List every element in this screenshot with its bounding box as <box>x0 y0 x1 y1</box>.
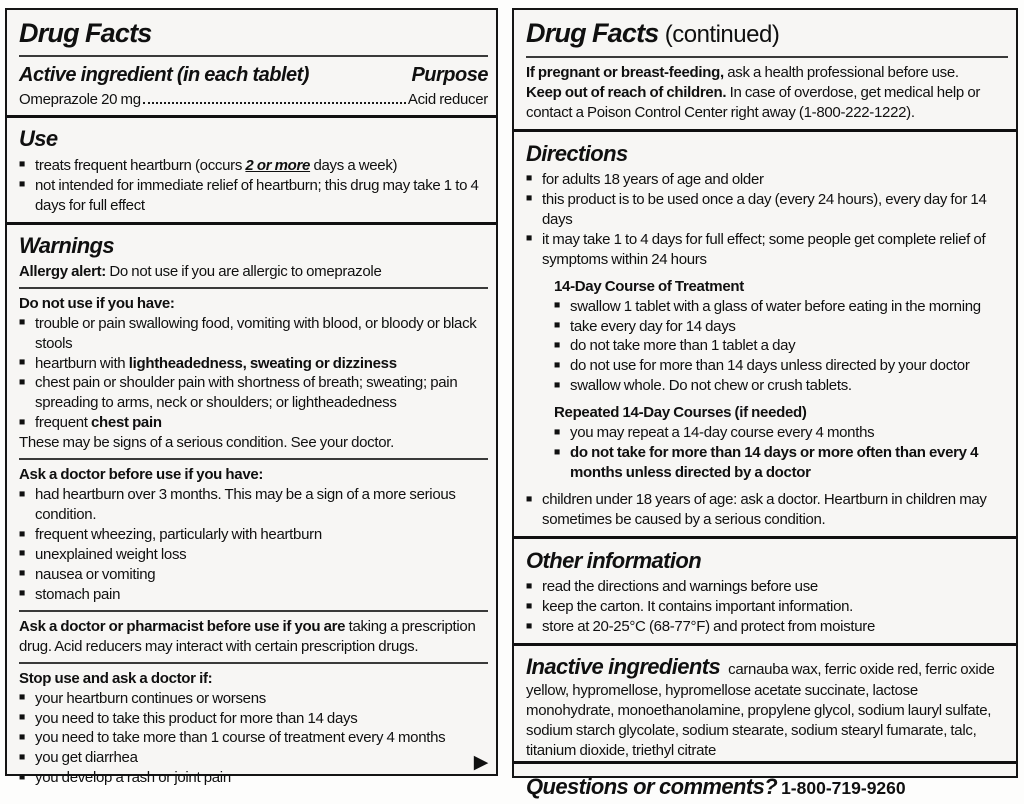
bullet-square-icon: ■ <box>526 599 533 612</box>
ask-doctor-bullet-list <box>19 485 488 605</box>
course-of-treatment-subsection <box>554 277 1008 397</box>
bullet-square-icon: ■ <box>19 158 26 171</box>
bullet-item <box>554 317 1008 337</box>
text-segment: If pregnant or breast-feeding, <box>526 63 724 81</box>
text-segment: taking a prescription drug. Acid reducers may interact with certain prescription drugs. <box>19 617 476 655</box>
text-segment: days a week) <box>310 156 398 174</box>
title-divider <box>526 56 1008 58</box>
bullet-square-icon: ■ <box>526 492 533 505</box>
section-divider <box>514 643 1016 646</box>
drug-facts-title: Drug Facts <box>19 18 152 48</box>
bullet-item <box>19 485 488 525</box>
text-segment: Stop use and ask a doctor if: <box>19 669 213 687</box>
text-segment: do not use for more than 14 days unless directed by your doctor <box>570 357 970 375</box>
bullet-square-icon: ■ <box>19 375 26 388</box>
text-segment: do not take for more than 14 days or more often than every 4 months unless directed by a doctor <box>570 444 979 482</box>
text-segment: Keep out of reach of children. <box>526 83 727 101</box>
purpose-value: Acid reducer <box>407 90 488 108</box>
ask-doctor-lead <box>19 465 488 485</box>
bullet-square-icon: ■ <box>19 356 26 368</box>
children-bullet-list <box>526 490 1008 530</box>
bullet-square-icon: ■ <box>526 172 533 185</box>
ask-pharmacist-paragraph <box>19 617 488 657</box>
text-segment: read the directions and warnings before use <box>542 578 818 596</box>
text-segment: you develop a rash or joint pain <box>35 769 231 787</box>
active-ingredient-row <box>19 90 488 110</box>
text-segment: had heartburn over 3 months. This may be a sign of a more serious condition. <box>35 486 456 524</box>
bullet-item <box>554 297 1008 317</box>
use-heading: Use <box>19 126 58 152</box>
bullet-item <box>19 373 488 413</box>
bullet-square-icon: ■ <box>19 487 26 500</box>
text-segment: frequent wheezing, particularly with heartburn <box>35 526 322 543</box>
bullet-item <box>19 728 488 748</box>
text-segment: take every day for 14 days <box>570 317 736 335</box>
keep-out-of-reach-warning <box>526 83 1008 123</box>
active-ingredient-header-row <box>19 62 488 89</box>
continued-arrow-icon: ▶ <box>473 752 488 773</box>
text-segment: your heartburn continues or worsens <box>35 689 266 707</box>
text-segment: chest pain <box>91 414 162 432</box>
text-segment: swallow 1 tablet with a glass of water before eating in the morning <box>570 297 981 315</box>
subsection-divider <box>19 610 488 612</box>
section-divider <box>7 222 496 225</box>
title-divider <box>19 55 488 57</box>
questions-heading: Questions or comments? <box>526 773 778 799</box>
bullet-item <box>526 170 1008 190</box>
bullet-item <box>554 423 1008 443</box>
bullet-item <box>554 376 1008 396</box>
dotted-leader <box>143 102 406 104</box>
bullet-square-icon: ■ <box>19 547 26 560</box>
course-bullet-list <box>554 297 1008 397</box>
text-segment: swallow whole. Do not chew or crush tablets. <box>570 377 852 395</box>
text-segment: treats frequent heartburn (occurs <box>35 156 246 174</box>
pregnancy-warning <box>526 63 1008 83</box>
allergy-alert <box>19 262 488 282</box>
questions-phone-number: 1-800-719-9260 <box>781 777 906 798</box>
bullet-square-icon: ■ <box>554 445 561 458</box>
text-segment: you may repeat a 14-day course every 4 months <box>570 424 875 442</box>
bullet-item <box>526 230 1008 270</box>
bullet-square-icon: ■ <box>526 579 533 592</box>
directions-heading: Directions <box>526 140 628 166</box>
bullet-item <box>526 190 1008 230</box>
bullet-item <box>526 597 1008 617</box>
bullet-item <box>19 156 488 176</box>
text-segment: do not take more than 1 tablet a day <box>570 337 796 355</box>
bullet-item <box>554 443 1008 483</box>
text-segment: Ask a doctor before use if you have: <box>19 466 264 484</box>
text-segment: lightheadedness, sweating or dizziness <box>128 354 397 372</box>
do-not-use-lead <box>19 294 488 314</box>
drug-facts-title-text: Drug Facts <box>526 18 659 48</box>
bullet-item <box>526 617 1008 637</box>
text-segment: Allergy alert: <box>19 262 106 280</box>
bullet-square-icon: ■ <box>19 316 26 329</box>
text-segment: heartburn with <box>35 354 129 372</box>
questions-row <box>526 770 1008 804</box>
text-segment: In case of overdose, get medical help or contact a Poison Control Center right away (1-800-222-1222). <box>526 83 981 121</box>
purpose-heading: Purpose <box>411 63 488 86</box>
text-segment: stomach pain <box>35 585 121 603</box>
bullet-square-icon: ■ <box>526 619 533 632</box>
section-divider <box>514 536 1016 539</box>
inactive-ingredients-paragraph <box>526 652 1008 761</box>
text-segment: store at 20-25°C (68-77°F) and protect from moisture <box>542 618 876 636</box>
bullet-square-icon: ■ <box>554 319 561 332</box>
bullet-square-icon: ■ <box>19 750 26 763</box>
active-ingredient-heading: Active ingredient (in each tablet) <box>19 63 309 86</box>
bullet-square-icon: ■ <box>19 730 26 743</box>
text-segment: nausea or vomiting <box>35 565 156 583</box>
bullet-square-icon: ■ <box>554 299 561 312</box>
section-divider <box>514 129 1016 132</box>
bullet-item <box>19 748 488 768</box>
text-segment: you need to take more than 1 course of treatment every 4 months <box>35 729 446 747</box>
bullet-square-icon: ■ <box>526 232 533 245</box>
bullet-item <box>526 490 1008 530</box>
course-heading: 14-Day Course of Treatment <box>554 277 744 295</box>
bullet-item <box>19 585 488 605</box>
drug-facts-continued-title <box>526 16 1008 52</box>
bullet-item <box>19 413 488 433</box>
text-segment: ask a health professional before use. <box>723 63 959 81</box>
repeated-courses-subsection <box>554 403 1008 483</box>
subsection-divider <box>19 458 488 460</box>
text-segment: for adults 18 years of age and older <box>542 170 764 188</box>
stop-use-lead <box>19 669 488 689</box>
text-segment: Do not use if you are allergic to omeprazole <box>106 262 382 280</box>
text-segment: chest pain or shoulder pain with shortness of breath; sweating; pain spreading to arms, neck or shoulders; or lightheadedness <box>35 374 458 412</box>
bullet-square-icon: ■ <box>19 415 26 428</box>
bullet-square-icon: ■ <box>526 192 533 205</box>
bullet-square-icon: ■ <box>19 527 26 540</box>
repeated-heading: Repeated 14-Day Courses (if needed) <box>554 404 807 422</box>
text-segment: it may take 1 to 4 days for full effect; some people get complete relief of symptoms within 24 hours <box>542 230 986 268</box>
warnings-heading: Warnings <box>19 232 115 258</box>
text-segment: trouble or pain swallowing food, vomiting with blood, or bloody or black stools <box>35 314 477 352</box>
bullet-square-icon: ■ <box>554 358 561 371</box>
drug-facts-panel-left <box>5 8 498 787</box>
continued-label: (continued) <box>664 21 780 48</box>
drug-facts-panel-right <box>512 8 1018 799</box>
bullet-square-icon: ■ <box>19 587 26 600</box>
directions-bullet-list <box>526 170 1008 270</box>
text-segment: frequent <box>35 414 92 432</box>
bullet-square-icon: ■ <box>19 691 26 704</box>
other-information-heading: Other information <box>526 547 702 573</box>
bullet-item <box>19 176 488 216</box>
section-divider <box>514 761 1016 764</box>
bullet-item <box>19 768 488 788</box>
ingredient-name: Omeprazole 20 mg <box>19 90 141 108</box>
subsection-divider <box>19 287 488 289</box>
text-segment: 2 or more <box>245 156 311 174</box>
bullet-square-icon: ■ <box>19 770 26 783</box>
text-segment: this product is to be used once a day (every 24 hours), every day for 14 days <box>542 190 987 228</box>
bullet-item <box>19 545 488 565</box>
bullet-square-icon: ■ <box>554 425 561 438</box>
bullet-item <box>554 336 1008 356</box>
bullet-item <box>19 354 488 374</box>
text-segment: children under 18 years of age: ask a doctor. Heartburn in children may sometimes be caused by a serious condition. <box>542 491 987 528</box>
bullet-item <box>19 689 488 709</box>
text-segment: Ask a doctor or pharmacist before use if you are <box>19 617 346 635</box>
bullet-item <box>19 709 488 729</box>
inactive-ingredients-text: carnauba wax, ferric oxide red, ferric oxide yellow, hypromellose, hypromellose acetate succinate, lactose monohydrate, monoethanolamine, propylene glycol, sodium lauryl sulfate, sodium starch glycolate, sodium stearate, sodium stearyl fumarate, talc, titanium dioxide, triethyl citrate <box>526 660 995 760</box>
bullet-item <box>526 577 1008 597</box>
text-segment: unexplained weight loss <box>35 545 187 563</box>
inactive-ingredients-heading: Inactive ingredients <box>526 653 721 679</box>
bullet-item <box>19 314 488 354</box>
bullet-square-icon: ■ <box>554 378 561 391</box>
do-not-use-footer: These may be signs of a serious condition. See your doctor. <box>19 434 395 452</box>
use-bullet-list <box>19 156 488 216</box>
bullet-item <box>19 565 488 585</box>
bullet-square-icon: ■ <box>19 178 26 191</box>
repeated-bullet-list <box>554 423 1008 483</box>
other-information-bullet-list <box>526 577 1008 637</box>
text-segment: keep the carton. It contains important information. <box>542 598 854 616</box>
bullet-item <box>554 356 1008 376</box>
bullet-square-icon: ■ <box>554 338 561 351</box>
bullet-square-icon: ■ <box>19 711 26 723</box>
section-divider <box>7 115 496 118</box>
do-not-use-bullet-list <box>19 314 488 434</box>
text-segment: Do not use if you have: <box>19 294 175 312</box>
text-segment: you need to take this product for more than 14 days <box>35 709 358 727</box>
text-segment: you get diarrhea <box>35 749 138 767</box>
subsection-divider <box>19 662 488 664</box>
bullet-item <box>19 525 488 545</box>
bullet-square-icon: ■ <box>19 567 26 580</box>
text-segment: not intended for immediate relief of heartburn; this drug may take 1 to 4 days for full effect <box>35 176 479 214</box>
stop-use-bullet-list <box>19 689 488 789</box>
